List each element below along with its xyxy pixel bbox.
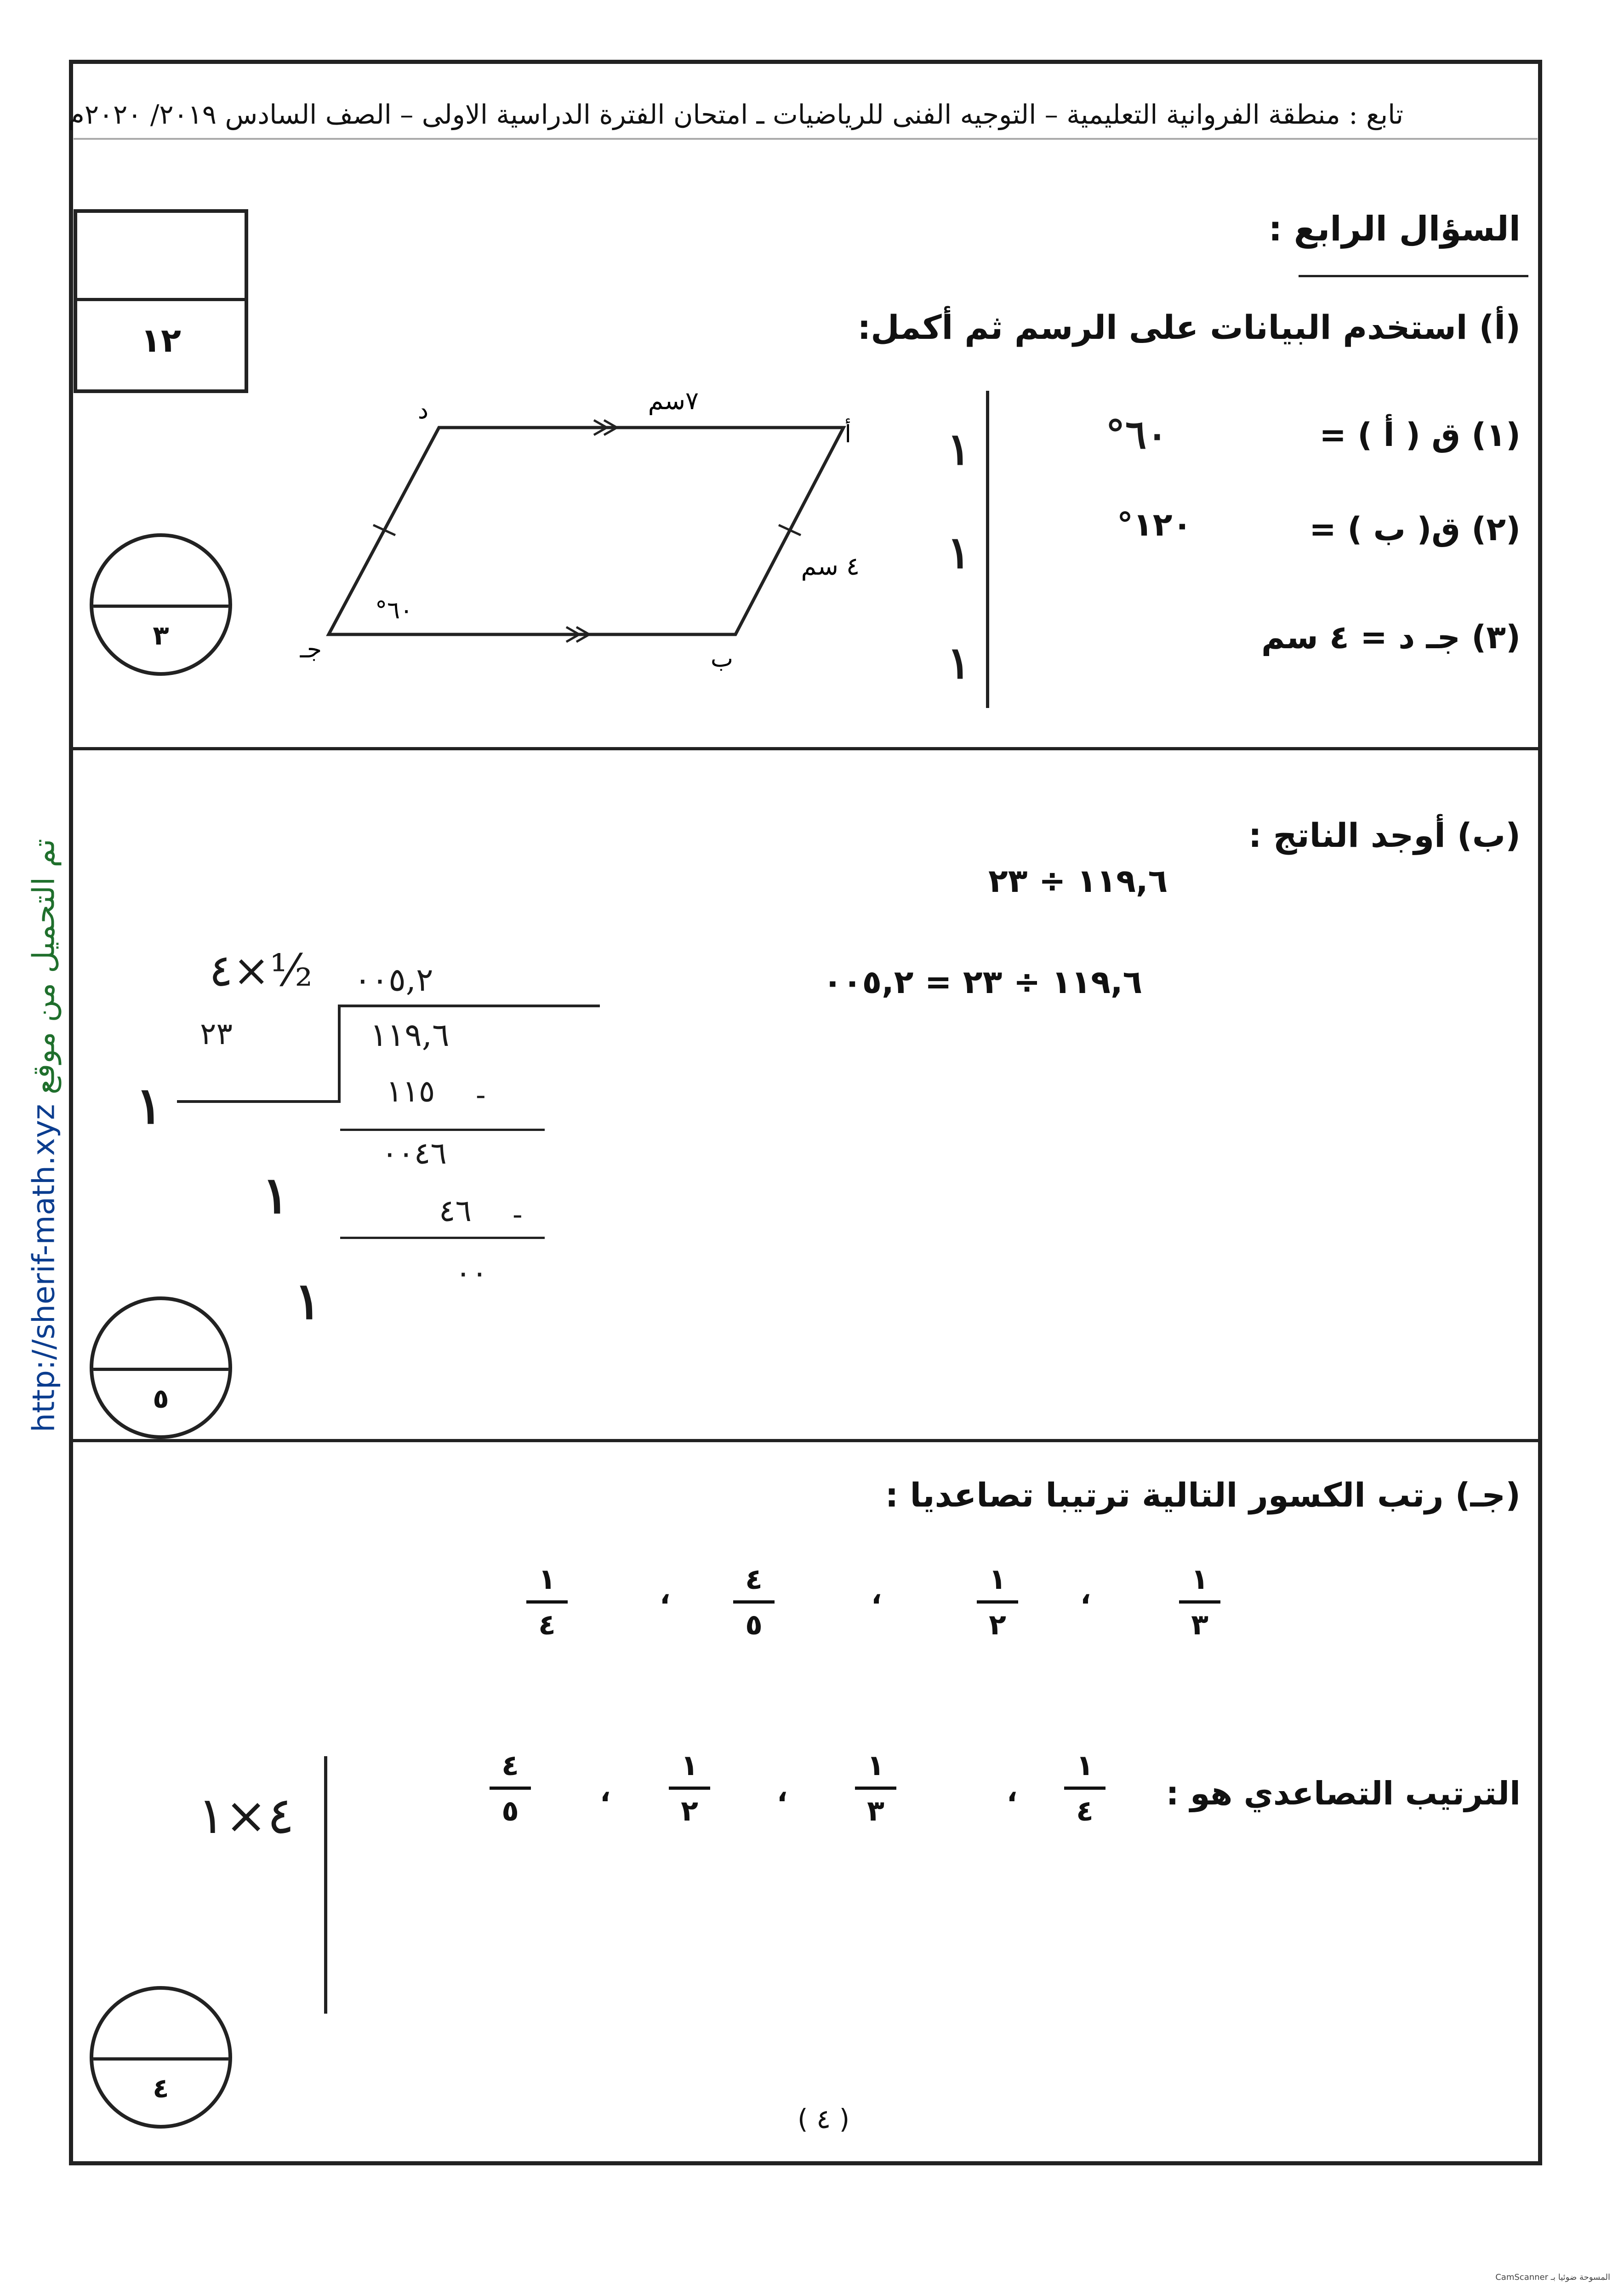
separator-ordered-2: ، <box>777 1775 788 1808</box>
part-a-mark-1: ١ <box>947 423 971 475</box>
part-b-answer-line: ١١٩,٦ ÷ ٢٣ = ٠٠٥,٢ <box>823 963 1143 1001</box>
division-quotient: ٠٠٥,٢ <box>354 961 433 999</box>
side-watermark-url[interactable]: http://sherif-math.xyz <box>26 1104 62 1433</box>
fraction-given-1-num: ١ <box>1191 1562 1208 1596</box>
fraction-ordered-1-num: ١ <box>1076 1748 1094 1782</box>
fraction-given-4-bar <box>526 1600 568 1604</box>
section-divider-2 <box>69 1439 1542 1442</box>
part-a-item-2-answer: ١٢٠° <box>1117 506 1192 543</box>
vertex-d-label: د <box>417 397 428 424</box>
vertex-a-label: أ <box>844 421 851 448</box>
division-side-note: ٤×½ <box>209 945 313 996</box>
part-b-mark-2: ١ <box>262 1165 290 1225</box>
fraction-ordered-2-bar <box>855 1787 896 1790</box>
fraction-given-1 <box>1174 1561 1225 1643</box>
part-c-mark-note: ٤×١ <box>198 1786 295 1845</box>
fraction-ordered-2 <box>850 1747 901 1829</box>
part-a-score-divider <box>93 605 228 608</box>
fraction-given-2-den: ٢ <box>989 1608 1006 1641</box>
part-b-score-divider <box>93 1368 228 1371</box>
division-bracket-bottom <box>177 1100 341 1103</box>
division-step-3-minus: - <box>513 1198 523 1232</box>
fraction-given-4 <box>522 1561 572 1643</box>
fraction-given-4-den: ٤ <box>538 1608 556 1641</box>
side-top-label: ٧سم <box>648 386 699 415</box>
part-c-marks-divider <box>324 1756 327 2014</box>
division-dividend: ١١٩,٦ <box>370 1016 450 1054</box>
part-b-mark-3: ١ <box>294 1271 322 1330</box>
fraction-given-3-num: ٤ <box>745 1562 763 1596</box>
header-rule <box>74 138 1538 140</box>
fraction-given-3-bar <box>733 1600 775 1604</box>
fraction-given-2-bar <box>977 1600 1018 1604</box>
fraction-given-1-bar <box>1179 1600 1220 1604</box>
fraction-ordered-4-bar <box>490 1787 531 1790</box>
fraction-ordered-2-den: ٣ <box>867 1794 884 1827</box>
division-bracket-top <box>338 1005 600 1007</box>
division-divisor: ٢٣ <box>200 1016 233 1051</box>
side-watermark-text <box>26 839 62 1432</box>
fraction-given-2 <box>972 1561 1023 1643</box>
fraction-ordered-3-num: ١ <box>681 1748 698 1782</box>
page-number: ( ٤ ) <box>798 2103 850 2135</box>
fraction-given-3-den: ٥ <box>745 1608 763 1641</box>
division-step-2: ٠٠٤٦ <box>382 1136 447 1171</box>
fraction-ordered-3 <box>664 1747 715 1829</box>
exam-header: تابع : منطقة الفروانية التعليمية – التوجيه الفنى للرياضيات ـ امتحان الفترة الدراسية الاولى – الصف السادس ٢٠١٩/ ٢٠٢٠م <box>68 99 1403 130</box>
fraction-ordered-4-den: ٥ <box>501 1794 519 1827</box>
division-bracket-side <box>338 1005 341 1101</box>
separator-ordered-1: ، <box>1007 1775 1018 1808</box>
vertex-c-label: جـ <box>300 636 322 663</box>
part-a-item-1-label: (١) ق ( أ ) = <box>1319 416 1521 454</box>
part-c-score-divider <box>93 2057 228 2061</box>
question-title: السؤال الرابع : <box>1268 209 1521 249</box>
fraction-ordered-1-bar <box>1064 1787 1105 1790</box>
fraction-ordered-1-den: ٤ <box>1076 1794 1094 1827</box>
part-a-instruction: (أ) استخدم البيانات على الرسم ثم أكمل: <box>857 308 1521 347</box>
separator-given-1: ، <box>1080 1577 1091 1610</box>
part-a-item-2-label: (٢) ق( ب ) = <box>1309 510 1521 548</box>
part-a-mark-3: ١ <box>947 637 971 689</box>
angle-c-label: ٦٠° <box>375 597 413 624</box>
side-watermark-arabic: تم التحميل من موقع <box>26 839 62 1095</box>
part-c-score-circle <box>90 1986 232 2129</box>
division-step-1-minus: - <box>476 1078 486 1112</box>
total-score-divider <box>77 298 245 301</box>
part-a-score-circle <box>90 533 232 676</box>
separator-given-2: ، <box>871 1577 882 1610</box>
fraction-given-3 <box>729 1561 779 1643</box>
part-a-item-3-label: (٣) جـ د = ٤ سم <box>1261 618 1521 656</box>
division-step-3: ٤٦ <box>439 1193 472 1228</box>
division-remainder: ٠٠ <box>455 1255 488 1290</box>
part-b-mark-1: ١ <box>136 1076 163 1135</box>
division-rule-2 <box>340 1237 545 1239</box>
part-a-marks-divider <box>986 391 989 708</box>
division-step-1: ١١٥ <box>386 1073 435 1109</box>
section-divider-1 <box>69 747 1542 750</box>
side-right-label: ٤ سم <box>801 552 860 581</box>
fraction-ordered-4 <box>485 1747 536 1829</box>
parallelogram-figure <box>285 363 929 694</box>
part-b-score-circle <box>90 1296 232 1439</box>
fraction-ordered-4-num: ٤ <box>501 1748 519 1782</box>
part-a-mark-2: ١ <box>947 526 971 578</box>
part-a-score-value: ٣ <box>153 620 169 651</box>
side-watermark <box>14 837 74 1434</box>
part-b-score-value: ٥ <box>153 1383 169 1414</box>
total-score-value: ١٢ <box>141 321 181 360</box>
fraction-ordered-2-num: ١ <box>867 1748 884 1782</box>
part-c-instruction: (جـ) رتب الكسور التالية ترتيبا تصاعديا : <box>885 1476 1521 1514</box>
fraction-given-4-num: ١ <box>538 1562 556 1596</box>
fraction-given-1-den: ٣ <box>1191 1608 1208 1641</box>
fraction-given-2-num: ١ <box>989 1562 1006 1596</box>
separator-given-3: ، <box>660 1577 671 1610</box>
scanner-mark: CamScanner المسوحة ضوئيا بـ <box>1495 2272 1610 2282</box>
division-rule-1 <box>340 1129 545 1131</box>
part-a-item-1-answer: ٦٠° <box>1105 411 1168 458</box>
question-title-underline <box>1299 275 1528 277</box>
part-c-score-value: ٤ <box>153 2072 169 2104</box>
total-score-box <box>74 209 248 393</box>
fraction-ordered-1 <box>1060 1747 1110 1829</box>
vertex-b-label: ب <box>711 645 733 673</box>
fraction-ordered-3-bar <box>669 1787 710 1790</box>
fraction-ordered-3-den: ٢ <box>681 1794 698 1827</box>
part-b-problem: ١١٩,٦ ÷ ٢٣ <box>988 862 1168 900</box>
part-b-instruction: (ب) أوجد الناتج : <box>1248 816 1521 855</box>
part-c-answer-label: الترتيب التصاعدي هو : <box>1166 1775 1521 1812</box>
tick-left-side <box>373 525 395 535</box>
separator-ordered-3: ، <box>600 1775 611 1808</box>
